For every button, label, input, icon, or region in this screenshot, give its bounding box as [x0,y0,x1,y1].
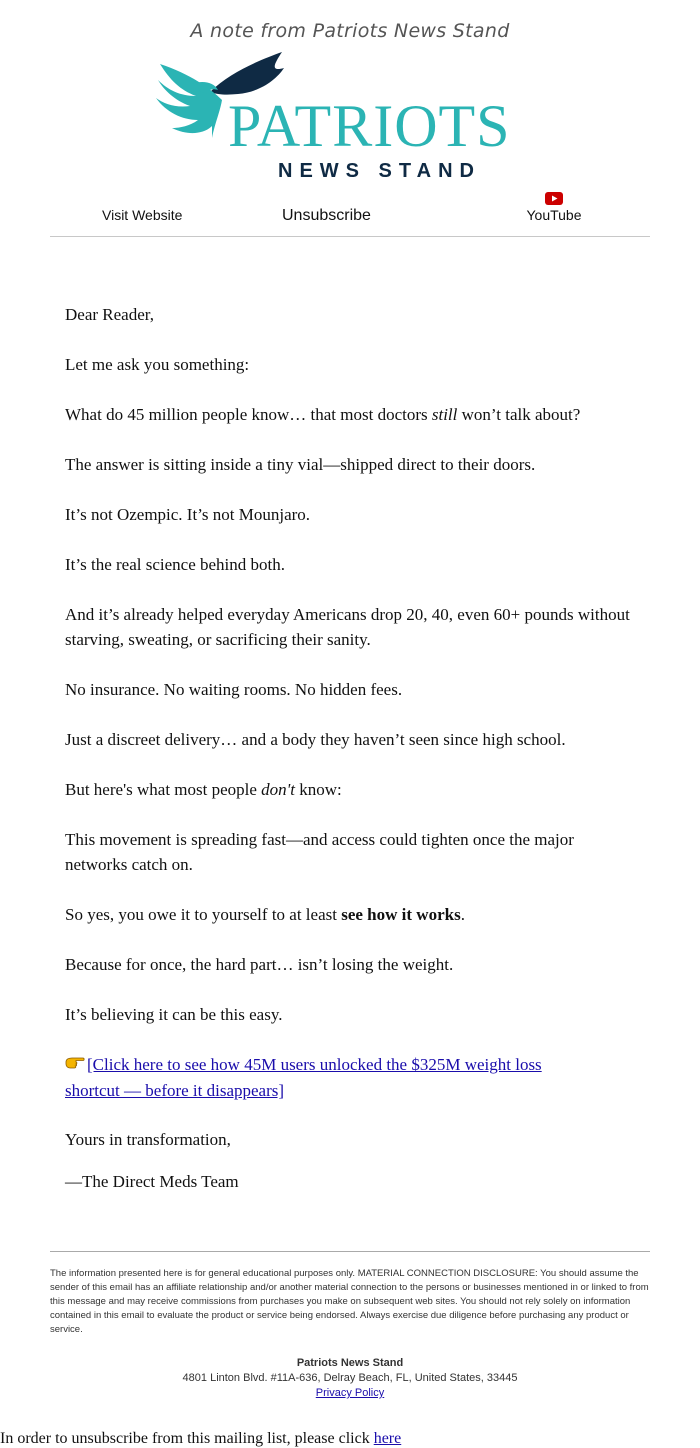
paragraph-13: It’s believing it can be this easy. [65,1005,283,1024]
paragraph-9-start: But here's what most people [65,780,262,799]
footer-privacy-wrap [0,1387,700,1399]
greeting: Dear Reader, [65,305,154,324]
cta-paragraph [65,1052,595,1104]
youtube-label: YouTube [526,207,582,223]
visit-website-link[interactable]: Visit Website [102,207,183,223]
paragraph-3: The answer is sitting inside a tiny vial—shipped direct to their doors. [65,455,536,474]
signature: —The Direct Meds Team [65,1172,239,1191]
paragraph-11-start: So yes, you owe it to yourself to at least [65,905,342,924]
logo-main-text: PATRIOTS [228,93,511,159]
paragraph-2-end: won’t talk about? [457,405,581,424]
header-tagline: A note from Patriots News Stand [190,20,510,42]
paragraph-11-end: . [460,905,465,924]
header-nav [50,190,650,237]
youtube-icon [545,192,563,205]
unsubscribe-here-link[interactable]: here [373,1430,402,1447]
paragraph-1: Let me ask you something: [65,355,250,374]
eagle-teal-wing-icon [156,64,222,138]
pointing-hand-icon [65,1052,87,1078]
paragraph-4: It’s not Ozempic. It’s not Mounjaro. [65,505,311,524]
footer-divider [50,1251,650,1252]
paragraph-6: And it’s already helped everyday Americans drop 20, 40, even 60+ pounds without starving, sweating, or sacrificing their sanity. [65,605,630,649]
paragraph-2-emphasis: still [431,405,458,424]
paragraph-9-end: know: [295,780,342,799]
unsubscribe-line [0,1430,401,1448]
privacy-policy-link[interactable]: Privacy Policy [315,1387,385,1399]
logo-sub-text: NEWS STAND [278,160,481,182]
paragraph-7: No insurance. No waiting rooms. No hidden fees. [65,680,403,699]
paragraph-9 [65,777,640,802]
youtube-link[interactable] [520,192,588,223]
paragraph-12: Because for once, the hard part… isn’t losing the weight. [65,955,454,974]
footer-company: Patriots News Stand [296,1357,404,1369]
unsubscribe-link[interactable]: Unsubscribe [282,207,371,224]
paragraph-5: It’s the real science behind both. [65,555,285,574]
paragraph-11-bold: see how it works [341,905,461,924]
patriots-news-stand-logo [150,50,550,185]
paragraph-11 [65,902,640,927]
paragraph-10: This movement is spreading fast—and access could tighten once the major networks catch on. [65,830,574,874]
eagle-dark-wing-icon [210,52,284,95]
paragraph-2 [65,402,640,427]
paragraph-8: Just a discreet delivery… and a body they haven’t seen since high school. [65,730,566,749]
unsubscribe-line-text: In order to unsubscribe from this mailing list, please click [0,1430,374,1447]
paragraph-2-start: What do 45 million people know… that most doctors [65,405,432,424]
footer-address: 4801 Linton Blvd. #11A-636, Delray Beach, FL, United States, 33445 [182,1372,518,1384]
paragraph-9-emphasis: don't [261,780,296,799]
cta-link[interactable]: [Click here to see how 45M users unlocked the $325M weight loss shortcut — before it disappears] [65,1055,542,1100]
disclaimer-text: The information presented here is for general educational purposes only. MATERIAL CONNECTION DISCLOSURE: You should assume the sender of this email has an affiliate relationship and/or another material connection to the persons or businesses mentioned in or linked to from this message and may receive commissions from purchases you make on subsequent web sites. You should not rely solely on information contained in this email to evaluate the product or service being endorsed. Always exercise due diligence before purchasing any product or service. [50,1268,649,1335]
closing: Yours in transformation, [65,1130,231,1149]
